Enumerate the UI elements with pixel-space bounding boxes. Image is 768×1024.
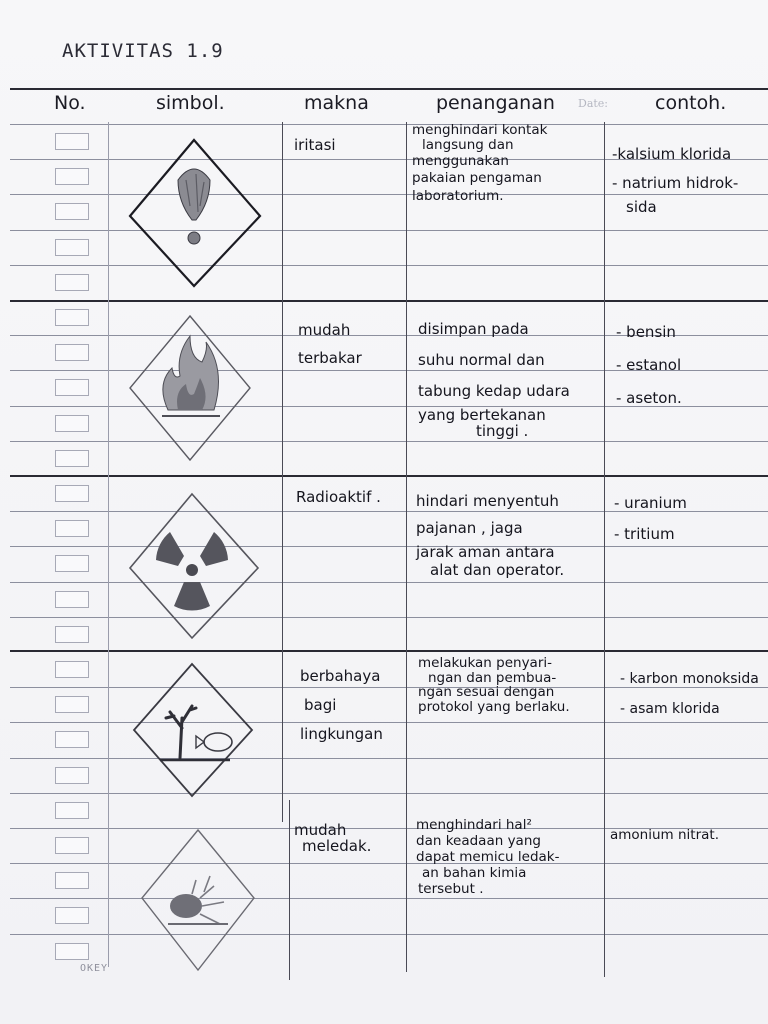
row5-penanganan	[416, 817, 559, 897]
flammable-flame-icon	[128, 314, 252, 462]
row-checkbox	[55, 661, 89, 678]
row2-makna	[298, 316, 362, 372]
text-line: protokol yang berlaku.	[418, 698, 570, 715]
row-checkbox	[55, 872, 89, 889]
row4-penanganan	[418, 656, 570, 714]
ruled-line	[10, 475, 768, 477]
row3-makna	[296, 488, 381, 506]
column-line-simbol	[282, 122, 283, 822]
text-line: tersebut .	[418, 881, 484, 897]
text-line: - asam klorida	[620, 701, 720, 717]
header-penanganan: penanganan	[436, 92, 555, 114]
explosive-bomb-icon	[140, 828, 256, 972]
ruled-line	[10, 265, 768, 266]
row-checkbox	[55, 203, 89, 220]
row1-contoh	[612, 138, 738, 219]
text-line: yang bertekanan	[418, 406, 546, 424]
text-line: dan keadaan yang	[416, 833, 541, 849]
text-line: - natrium hidrok-	[612, 174, 739, 192]
column-line-makna	[406, 122, 407, 972]
text-line: hindari menyentuh	[416, 492, 559, 510]
row-checkbox	[55, 485, 89, 502]
ruled-line	[10, 898, 768, 899]
row-checkbox	[55, 379, 89, 396]
text-line: mudah	[298, 321, 351, 339]
date-label: Date:	[578, 97, 609, 110]
text-line: tinggi .	[476, 422, 529, 440]
text-line: jarak aman antara	[416, 543, 555, 561]
text-line: menggunakan	[412, 153, 509, 169]
row-checkbox	[55, 696, 89, 713]
row-checkbox	[55, 133, 89, 150]
row4-makna	[300, 662, 383, 749]
text-line: tabung kedap udara	[418, 382, 570, 400]
text-line: langsung dan	[422, 136, 514, 153]
text-line: laboratorium.	[412, 188, 504, 204]
text-line: terbakar	[298, 349, 362, 367]
row5-makna	[294, 822, 371, 854]
row-checkbox	[55, 626, 89, 643]
row-checkbox	[55, 415, 89, 432]
text-line: - bensin	[616, 323, 676, 341]
ruled-line	[10, 230, 768, 231]
text-line: sida	[626, 198, 657, 216]
text-line: suhu normal dan	[418, 351, 545, 369]
text-line: bagi	[304, 696, 337, 714]
row2-penanganan	[418, 314, 570, 439]
row-checkbox	[55, 907, 89, 924]
row-checkbox	[55, 943, 89, 960]
text-line: meledak.	[302, 837, 372, 855]
irritant-exclamation-icon	[126, 136, 264, 290]
ruled-line	[10, 617, 768, 618]
header-rule	[10, 88, 768, 90]
ruled-line	[10, 300, 768, 302]
ruled-line	[10, 650, 768, 652]
row1-penanganan	[412, 123, 547, 204]
text-line: melakukan penyari-	[418, 655, 553, 671]
text-line: Radioaktif .	[296, 488, 381, 506]
ruled-line	[10, 863, 768, 864]
text-line: pakaian pengaman	[412, 169, 542, 186]
row-checkbox	[55, 555, 89, 572]
row3-contoh	[614, 488, 687, 550]
ruled-line	[10, 793, 768, 794]
row2-contoh	[616, 316, 682, 415]
row-checkbox	[55, 309, 89, 326]
row-checkbox	[55, 520, 89, 537]
ruled-line	[10, 441, 768, 442]
header-contoh: contoh.	[655, 92, 727, 114]
text-line: menghindari hal²	[416, 817, 532, 833]
header-makna: makna	[304, 92, 369, 114]
text-line: disimpan pada	[418, 320, 529, 338]
row-checkbox	[55, 344, 89, 361]
environment-hazard-tree-fish-icon	[130, 662, 254, 798]
text-line: -kalsium klorida	[612, 145, 732, 163]
text-line: - aseton.	[616, 389, 682, 407]
text-line: dapat memicu ledak-	[416, 849, 560, 865]
text-line: - tritium	[614, 525, 675, 543]
row4-contoh	[620, 664, 759, 724]
text-line: iritasi	[294, 136, 336, 154]
text-line: lingkungan	[300, 725, 383, 743]
row-checkbox	[55, 837, 89, 854]
column-line-penanganan	[604, 122, 605, 977]
row-checkbox	[55, 802, 89, 819]
row-checkbox	[55, 450, 89, 467]
header-no: No.	[54, 92, 86, 114]
text-line: pajanan , jaga	[416, 519, 523, 537]
row-checkbox	[55, 168, 89, 185]
ruled-line	[10, 582, 768, 583]
column-line-simbol-lower	[289, 800, 290, 980]
row-checkbox	[55, 731, 89, 748]
ruled-line	[10, 758, 768, 759]
row5-contoh	[610, 826, 719, 844]
header-simbol: simbol.	[156, 92, 225, 114]
page-title: AKTIVITAS 1.9	[62, 40, 224, 62]
row-checkbox	[55, 274, 89, 291]
ruled-line	[10, 934, 768, 935]
text-line: menghindari kontak	[412, 122, 548, 138]
text-line: - karbon monoksida	[620, 671, 759, 687]
radioactive-trefoil-icon	[126, 490, 262, 642]
ruled-line	[10, 124, 768, 125]
text-line: - uranium	[614, 494, 687, 512]
row-checkbox	[55, 591, 89, 608]
margin-line	[108, 122, 109, 967]
text-line: - estanol	[616, 356, 682, 374]
text-line: ngan sesuai dengan	[418, 684, 555, 700]
row1-makna	[294, 136, 336, 154]
row-checkbox	[55, 239, 89, 256]
text-line: berbahaya	[300, 667, 381, 685]
row-checkbox	[55, 767, 89, 784]
text-line: amonium nitrat.	[610, 827, 719, 843]
text-line: an bahan kimia	[422, 865, 527, 881]
text-line: mudah	[294, 821, 347, 839]
row3-penanganan	[416, 488, 564, 578]
text-line: ngan dan pembua-	[428, 669, 557, 686]
notebook-brand: OKEY	[80, 963, 109, 974]
text-line: alat dan operator.	[430, 561, 565, 579]
